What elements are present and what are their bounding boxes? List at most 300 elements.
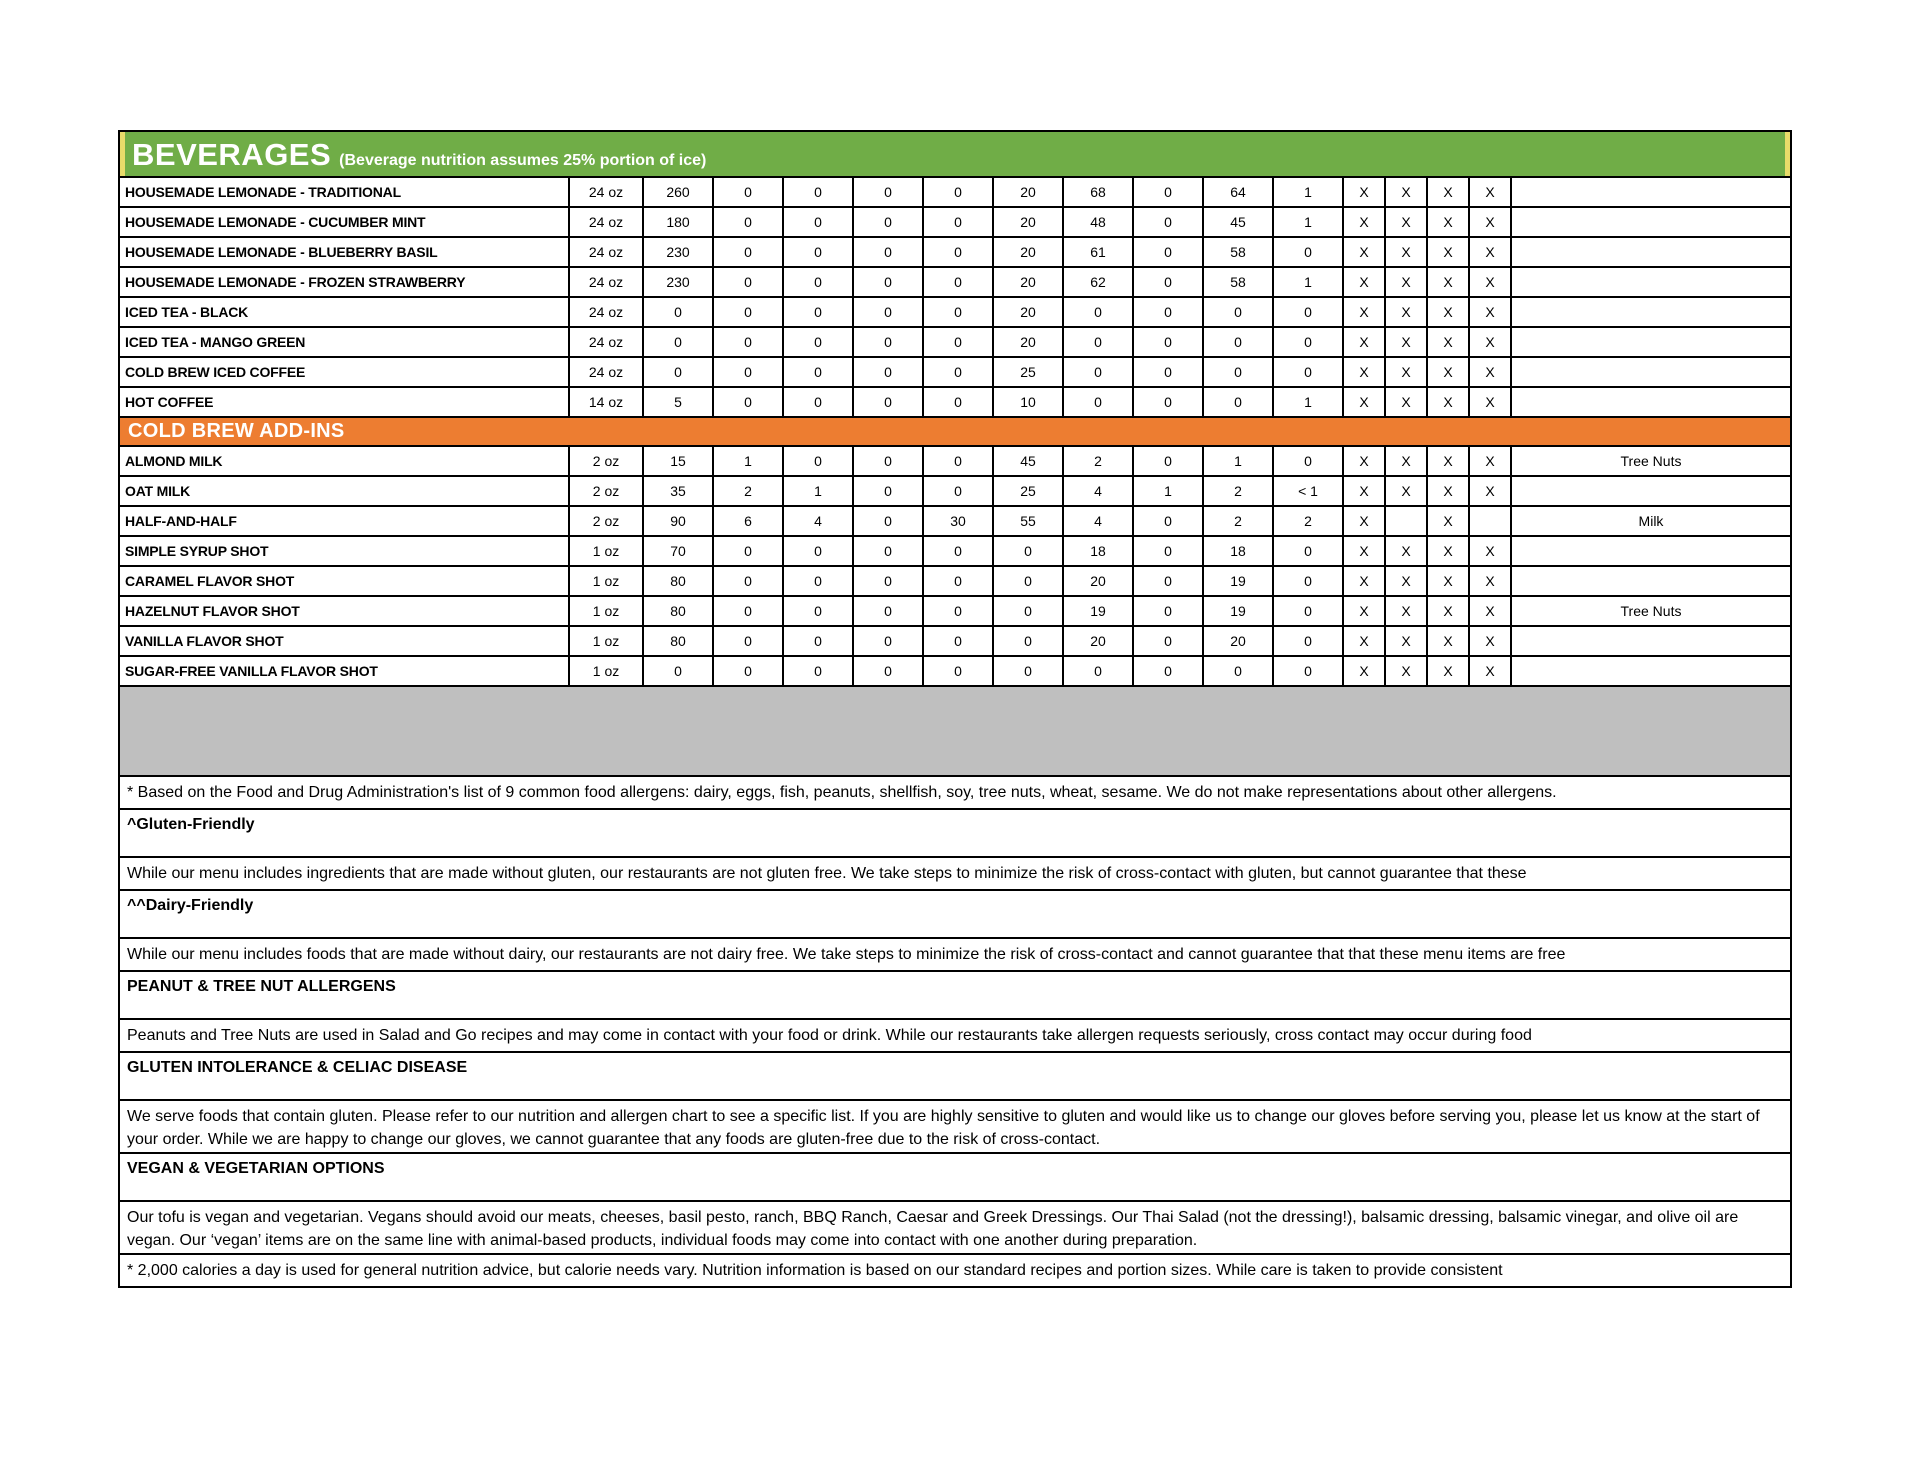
nutrition-value: 20 [994,328,1064,356]
nutrition-value: 0 [924,447,994,475]
serving-size: 24 oz [570,238,644,266]
nutrition-value: 0 [714,328,784,356]
allergen-note [1512,537,1790,565]
table-row [120,208,1790,238]
nutrition-value: 2 [1064,447,1134,475]
serving-size: 24 oz [570,358,644,386]
nutrition-value: 0 [854,238,924,266]
nutrition-value: 230 [644,238,714,266]
allergen-note [1512,567,1790,595]
item-name: HOUSEMADE LEMONADE - FROZEN STRAWBERRY [120,268,570,296]
item-name: HOUSEMADE LEMONADE - TRADITIONAL [120,178,570,206]
footnote-text: Peanuts and Tree Nuts are used in Salad and Go recipes and may come in contact with your food or drink. While our restaurants take allergen requests seriously, cross contact may occur during food [120,1020,1790,1053]
serving-size: 1 oz [570,657,644,685]
item-name: COLD BREW ICED COFFEE [120,358,570,386]
allergen-note [1512,477,1790,505]
nutrition-value: 230 [644,268,714,296]
diet-flag: X [1470,477,1512,505]
item-name: SUGAR-FREE VANILLA FLAVOR SHOT [120,657,570,685]
nutrition-value: 0 [994,567,1064,595]
nutrition-value: 5 [644,388,714,416]
diet-flag: X [1386,657,1428,685]
nutrition-value: 0 [1134,447,1204,475]
serving-size: 1 oz [570,597,644,625]
nutrition-value: 58 [1204,238,1274,266]
diet-flag: X [1344,328,1386,356]
nutrition-value: 1 [1274,388,1344,416]
nutrition-value: 20 [994,268,1064,296]
diet-flag: X [1428,567,1470,595]
nutrition-value: 0 [994,537,1064,565]
nutrition-value: 0 [854,298,924,326]
diet-flag: X [1386,447,1428,475]
diet-flag: X [1428,358,1470,386]
nutrition-value: 0 [784,597,854,625]
nutrition-value: 70 [644,537,714,565]
serving-size: 1 oz [570,627,644,655]
nutrition-value: 0 [924,657,994,685]
diet-flag: X [1344,507,1386,535]
footnotes-group [120,777,1790,1288]
diet-flag: X [1386,208,1428,236]
diet-flag: X [1344,238,1386,266]
table-row [120,298,1790,328]
nutrition-value: 0 [714,388,784,416]
nutrition-value: 0 [854,358,924,386]
table-row [120,328,1790,358]
diet-flag: X [1386,178,1428,206]
table-row [120,388,1790,418]
nutrition-value: 0 [1204,657,1274,685]
nutrition-value: 20 [994,178,1064,206]
diet-flag: X [1344,537,1386,565]
diet-flag: X [1428,627,1470,655]
footnote-text: * 2,000 calories a day is used for general nutrition advice, but calorie needs vary. Nutrition information is based on our standard recipes and portion sizes. While care is taken to provide consistent [120,1255,1790,1288]
table-row [120,358,1790,388]
nutrition-value: 6 [714,507,784,535]
table-row [120,567,1790,597]
nutrition-value: 0 [1134,178,1204,206]
nutrition-value: 0 [784,178,854,206]
serving-size: 1 oz [570,567,644,595]
diet-flag: X [1428,388,1470,416]
table-row [120,537,1790,567]
diet-flag: X [1470,447,1512,475]
nutrition-value: 0 [1204,358,1274,386]
table-row [120,238,1790,268]
diet-flag: X [1470,358,1512,386]
diet-flag: X [1428,298,1470,326]
allergen-note [1512,238,1790,266]
nutrition-value: 0 [994,597,1064,625]
table-row [120,268,1790,298]
nutrition-value: 10 [994,388,1064,416]
nutrition-value: 0 [1274,447,1344,475]
table-row [120,657,1790,687]
diet-flag: X [1470,328,1512,356]
nutrition-value: 0 [854,208,924,236]
item-name: VANILLA FLAVOR SHOT [120,627,570,655]
nutrition-value: 0 [1134,657,1204,685]
item-name: SIMPLE SYRUP SHOT [120,537,570,565]
nutrition-value: 45 [994,447,1064,475]
nutrition-value: 0 [1274,627,1344,655]
serving-size: 2 oz [570,447,644,475]
nutrition-value: 20 [1064,627,1134,655]
diet-flag [1470,507,1512,535]
nutrition-value: 19 [1204,567,1274,595]
nutrition-value: 0 [1134,537,1204,565]
diet-flag: X [1386,537,1428,565]
beverage-rows-group [120,178,1790,418]
nutrition-value: 1 [1274,268,1344,296]
nutrition-value: 19 [1204,597,1274,625]
footnote-heading: ^Gluten-Friendly [120,810,1790,858]
nutrition-value: 0 [784,447,854,475]
diet-flag: X [1386,388,1428,416]
diet-flag: X [1344,298,1386,326]
nutrition-value: 0 [1134,388,1204,416]
diet-flag: X [1344,447,1386,475]
nutrition-value: 0 [1064,358,1134,386]
nutrition-value: 0 [714,567,784,595]
nutrition-value: 0 [924,477,994,505]
footnote-text: We serve foods that contain gluten. Please refer to our nutrition and allergen chart to see a specific list. If you are highly sensitive to gluten and would like us to change our gloves before serving you, please let us know at the start of your order. While we are happy to change our gloves, we cannot guarantee that any foods are gluten-free due to the risk of cross-contact. [120,1101,1790,1154]
table-row [120,477,1790,507]
footnote-heading: GLUTEN INTOLERANCE & CELIAC DISEASE [120,1053,1790,1101]
diet-flag [1386,507,1428,535]
nutrition-value: 0 [714,178,784,206]
nutrition-value: 18 [1204,537,1274,565]
diet-flag: X [1470,388,1512,416]
nutrition-value: 0 [1274,537,1344,565]
diet-flag: X [1386,627,1428,655]
nutrition-value: 0 [644,358,714,386]
nutrition-value: 0 [784,388,854,416]
nutrition-value: 0 [784,358,854,386]
nutrition-value: 55 [994,507,1064,535]
nutrition-value: 20 [994,208,1064,236]
nutrition-value: 180 [644,208,714,236]
diet-flag: X [1386,238,1428,266]
diet-flag: X [1386,328,1428,356]
allergen-note [1512,388,1790,416]
nutrition-value: 0 [924,208,994,236]
nutrition-value: 0 [854,447,924,475]
empty-spacer-band [120,687,1790,777]
allergen-note: Tree Nuts [1620,453,1682,469]
diet-flag: X [1428,657,1470,685]
nutrition-value: 0 [854,537,924,565]
nutrition-value: 0 [1134,208,1204,236]
nutrition-value: 0 [1204,388,1274,416]
nutrition-value: 0 [1274,358,1344,386]
allergen-note [1512,298,1790,326]
diet-flag: X [1344,358,1386,386]
nutrition-value: 25 [994,358,1064,386]
nutrition-value: 2 [1204,507,1274,535]
header-edge-strip-right [1785,132,1790,176]
nutrition-value: 61 [1064,238,1134,266]
diet-flag: X [1470,657,1512,685]
diet-flag: X [1344,627,1386,655]
nutrition-value: 19 [1064,597,1134,625]
diet-flag: X [1386,597,1428,625]
nutrition-value: 0 [714,657,784,685]
nutrition-value: 1 [1274,208,1344,236]
nutrition-value: 0 [854,507,924,535]
nutrition-value: 68 [1064,178,1134,206]
nutrition-value: 0 [1274,597,1344,625]
nutrition-value: 4 [1064,477,1134,505]
nutrition-value: 58 [1204,268,1274,296]
nutrition-value: 0 [714,298,784,326]
item-name: HOT COFFEE [120,388,570,416]
diet-flag: X [1428,447,1470,475]
nutrition-value: 1 [714,447,784,475]
diet-flag: X [1428,477,1470,505]
table-row [120,447,1790,477]
nutrition-value: 1 [1134,477,1204,505]
nutrition-value: 0 [994,657,1064,685]
nutrition-value: 0 [1134,567,1204,595]
nutrition-value: 0 [1064,328,1134,356]
diet-flag: X [1344,597,1386,625]
nutrition-value: 0 [924,627,994,655]
table-row [120,507,1790,537]
nutrition-value: 0 [854,657,924,685]
diet-flag: X [1470,238,1512,266]
nutrition-value: < 1 [1274,477,1344,505]
footnote-heading: VEGAN & VEGETARIAN OPTIONS [120,1154,1790,1202]
nutrition-value: 0 [854,328,924,356]
nutrition-value: 25 [994,477,1064,505]
diet-flag: X [1344,477,1386,505]
diet-flag: X [1428,537,1470,565]
nutrition-value: 0 [1274,567,1344,595]
nutrition-value: 0 [714,268,784,296]
footnote-heading: PEANUT & TREE NUT ALLERGENS [120,972,1790,1020]
serving-size: 24 oz [570,268,644,296]
nutrition-value: 0 [784,298,854,326]
nutrition-value: 0 [714,238,784,266]
diet-flag: X [1428,507,1470,535]
serving-size: 14 oz [570,388,644,416]
diet-flag: X [1344,567,1386,595]
nutrition-value: 20 [1064,567,1134,595]
nutrition-value: 0 [854,477,924,505]
nutrition-value: 0 [924,358,994,386]
serving-size: 24 oz [570,328,644,356]
beverages-section-subtitle: (Beverage nutrition assumes 25% portion of ice) [339,152,707,169]
footnote-text: While our menu includes foods that are made without dairy, our restaurants are not dairy free. We take steps to minimize the risk of cross-contact and cannot guarantee that that these menu items are free [120,939,1790,972]
nutrition-value: 0 [784,238,854,266]
allergen-note [1512,657,1790,685]
diet-flag: X [1386,268,1428,296]
item-name: HOUSEMADE LEMONADE - CUCUMBER MINT [120,208,570,236]
nutrition-value: 0 [994,627,1064,655]
nutrition-value: 0 [714,597,784,625]
allergen-note [1512,178,1790,206]
nutrition-value: 80 [644,567,714,595]
footnote-heading: ^^Dairy-Friendly [120,891,1790,939]
diet-flag: X [1470,298,1512,326]
nutrition-value: 0 [1274,298,1344,326]
allergen-note [1512,268,1790,296]
nutrition-value: 0 [784,567,854,595]
diet-flag: X [1428,328,1470,356]
item-name: HALF-AND-HALF [120,507,570,535]
diet-flag: X [1470,627,1512,655]
diet-flag: X [1344,388,1386,416]
nutrition-value: 0 [1134,328,1204,356]
diet-flag: X [1344,268,1386,296]
nutrition-value: 0 [924,537,994,565]
nutrition-value: 35 [644,477,714,505]
nutrition-value: 0 [784,627,854,655]
diet-flag: X [1386,477,1428,505]
nutrition-value: 80 [644,597,714,625]
nutrition-value: 0 [644,657,714,685]
nutrition-value: 0 [714,627,784,655]
nutrition-value: 2 [1204,477,1274,505]
item-name: ICED TEA - MANGO GREEN [120,328,570,356]
item-name: ALMOND MILK [120,447,570,475]
nutrition-value: 0 [784,328,854,356]
nutrition-value: 0 [714,208,784,236]
diet-flag: X [1428,268,1470,296]
nutrition-value: 64 [1204,178,1274,206]
nutrition-value: 0 [644,328,714,356]
nutrition-value: 0 [924,597,994,625]
nutrition-value: 0 [1134,268,1204,296]
serving-size: 24 oz [570,208,644,236]
item-name: CARAMEL FLAVOR SHOT [120,567,570,595]
nutrition-value: 0 [714,358,784,386]
diet-flag: X [1470,208,1512,236]
diet-flag: X [1428,597,1470,625]
diet-flag: X [1428,208,1470,236]
nutrition-value: 1 [1204,447,1274,475]
item-name: ICED TEA - BLACK [120,298,570,326]
diet-flag: X [1470,537,1512,565]
beverages-section-title: BEVERAGES [132,137,332,172]
nutrition-value: 0 [1274,657,1344,685]
nutrition-value: 0 [1064,657,1134,685]
allergen-note [1512,627,1790,655]
serving-size: 2 oz [570,507,644,535]
allergen-note [1512,358,1790,386]
nutrition-value: 0 [1064,388,1134,416]
nutrition-value: 15 [644,447,714,475]
item-name: OAT MILK [120,477,570,505]
nutrition-value: 80 [644,627,714,655]
nutrition-value: 1 [1274,178,1344,206]
nutrition-value: 0 [854,567,924,595]
nutrition-value: 0 [924,238,994,266]
serving-size: 24 oz [570,298,644,326]
nutrition-value: 0 [924,567,994,595]
diet-flag: X [1428,178,1470,206]
allergen-note [1512,328,1790,356]
nutrition-value: 0 [1064,298,1134,326]
nutrition-value: 4 [784,507,854,535]
table-row [120,627,1790,657]
serving-size: 1 oz [570,537,644,565]
diet-flag: X [1428,238,1470,266]
nutrition-value: 0 [854,388,924,416]
nutrition-value: 2 [1274,507,1344,535]
nutrition-value: 0 [924,388,994,416]
nutrition-value: 18 [1064,537,1134,565]
nutrition-value: 20 [994,298,1064,326]
diet-flag: X [1470,178,1512,206]
nutrition-value: 0 [854,268,924,296]
nutrition-value: 0 [1134,238,1204,266]
nutrition-value: 62 [1064,268,1134,296]
nutrition-value: 0 [1204,328,1274,356]
addin-rows-group [120,447,1790,687]
table-row [120,597,1790,627]
nutrition-value: 0 [784,657,854,685]
nutrition-value: 20 [994,238,1064,266]
addins-section-title: COLD BREW ADD-INS [128,420,345,442]
nutrition-value: 0 [924,298,994,326]
nutrition-value: 0 [714,537,784,565]
diet-flag: X [1344,178,1386,206]
nutrition-value: 20 [1204,627,1274,655]
allergen-note: Tree Nuts [1620,603,1682,619]
footnote-text: While our menu includes ingredients that are made without gluten, our restaurants are not gluten free. We take steps to minimize the risk of cross-contact with gluten, but cannot guarantee that these [120,858,1790,891]
allergen-note: Milk [1638,513,1664,529]
nutrition-value: 0 [1134,627,1204,655]
nutrition-value: 0 [784,268,854,296]
nutrition-value: 0 [924,178,994,206]
nutrition-value: 0 [924,328,994,356]
nutrition-value: 260 [644,178,714,206]
diet-flag: X [1470,567,1512,595]
diet-flag: X [1344,208,1386,236]
diet-flag: X [1344,657,1386,685]
nutrition-value: 1 [784,477,854,505]
nutrition-value: 0 [924,268,994,296]
item-name: HOUSEMADE LEMONADE - BLUEBERRY BASIL [120,238,570,266]
diet-flag: X [1470,597,1512,625]
nutrition-table [118,130,1792,1288]
nutrition-value: 0 [784,208,854,236]
nutrition-value: 0 [1134,298,1204,326]
footnote-text: * Based on the Food and Drug Administration's list of 9 common food allergens: dairy, eggs, fish, peanuts, shellfish, soy, tree nuts, wheat, sesame. We do not make representations about other allergens. [120,777,1790,810]
table-row [120,178,1790,208]
nutrition-value: 45 [1204,208,1274,236]
nutrition-value: 0 [644,298,714,326]
diet-flag: X [1386,567,1428,595]
allergen-note [1512,208,1790,236]
nutrition-value: 0 [854,597,924,625]
addins-section-header [120,418,1790,447]
diet-flag: X [1470,268,1512,296]
nutrition-value: 0 [1134,597,1204,625]
beverages-section-header [120,132,1790,178]
serving-size: 2 oz [570,477,644,505]
nutrition-value: 90 [644,507,714,535]
nutrition-value: 0 [1134,507,1204,535]
nutrition-value: 0 [1274,238,1344,266]
diet-flag: X [1386,298,1428,326]
item-name: HAZELNUT FLAVOR SHOT [120,597,570,625]
nutrition-value: 48 [1064,208,1134,236]
nutrition-value: 0 [1204,298,1274,326]
